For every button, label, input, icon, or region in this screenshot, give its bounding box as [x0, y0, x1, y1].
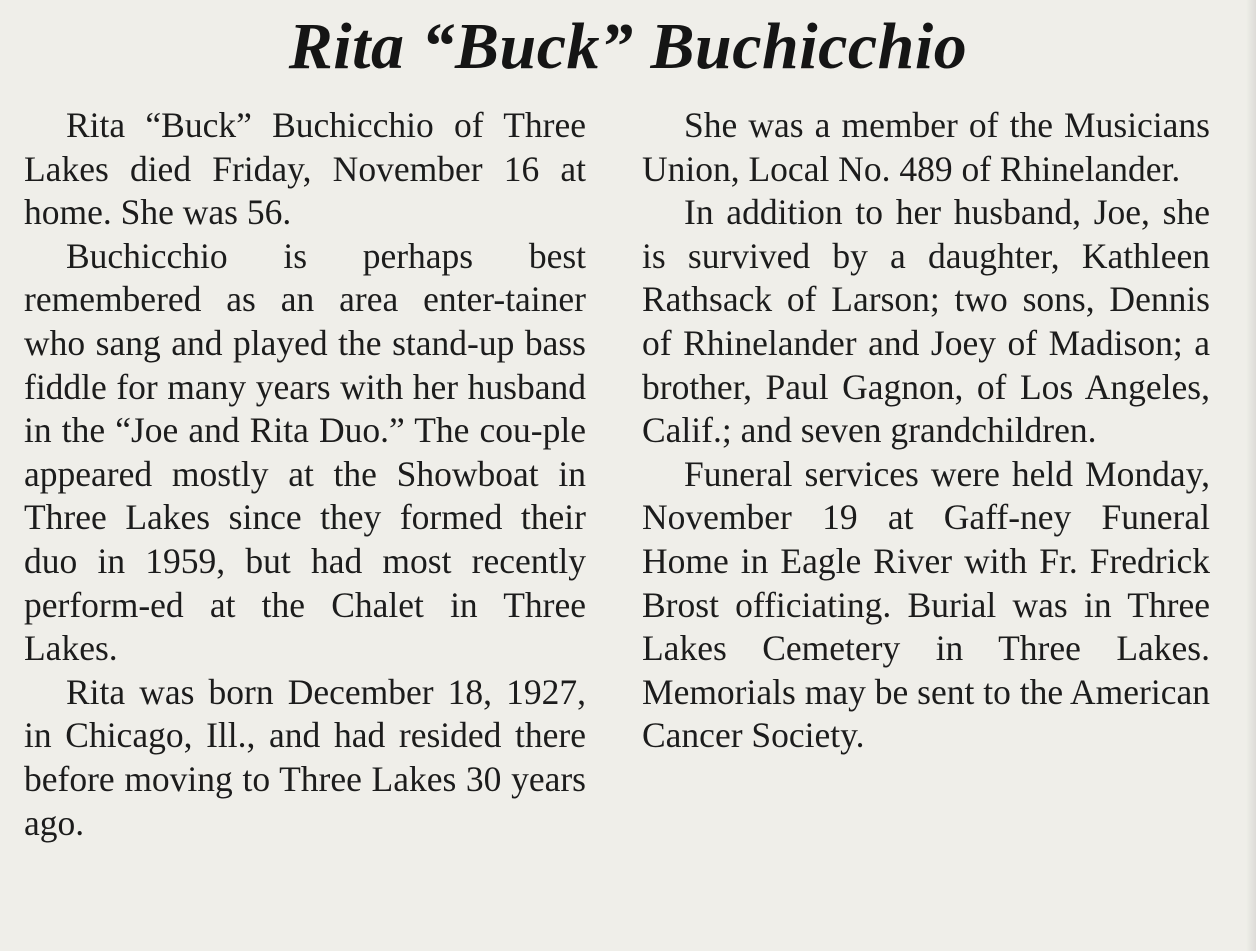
paragraph-death-notice: Rita “Buck” Buchicchio of Three Lakes died Friday, November 16 at home. She was 56.	[24, 105, 586, 233]
article-column-left	[24, 104, 586, 845]
paragraph-career: Buchicchio is perhaps best remembered as an area enter-tainer who sang and played the stand-up bass fiddle for many years with her husband in the “Joe and Rita Duo.” The cou-ple appeared mostly at the Showboat in Three Lakes since they formed their duo in 1959, but had most recently perform-ed at the Chalet in Three Lakes.	[24, 235, 586, 669]
obituary-headline: Rita “Buck” Buchicchio	[288, 10, 968, 83]
paragraph-birth: Rita was born December 18, 1927, in Chicago, Ill., and had resided there before moving to Three Lakes 30 years ago.	[24, 671, 586, 843]
page-edge-shadow	[1246, 0, 1256, 951]
paragraph-survivors: In addition to her husband, Joe, she is survived by a daughter, Kathleen Rathsack of Larson; two sons, Dennis of Rhinelander and Joey of Madison; a brother, Paul Gagnon, of Los Angeles, Calif.; and seven grandchildren.	[642, 192, 1210, 451]
article-column-right	[642, 104, 1210, 758]
paragraph-membership: She was a member of the Musicians Union, Local No. 489 of Rhinelander.	[642, 105, 1210, 189]
paragraph-services: Funeral services were held Monday, November 19 at Gaff-ney Funeral Home in Eagle River with Fr. Fredrick Brost officiating. Burial was in Three Lakes Cemetery in Three Lakes. Memorials may be sent to the American Cancer Society.	[642, 453, 1210, 756]
